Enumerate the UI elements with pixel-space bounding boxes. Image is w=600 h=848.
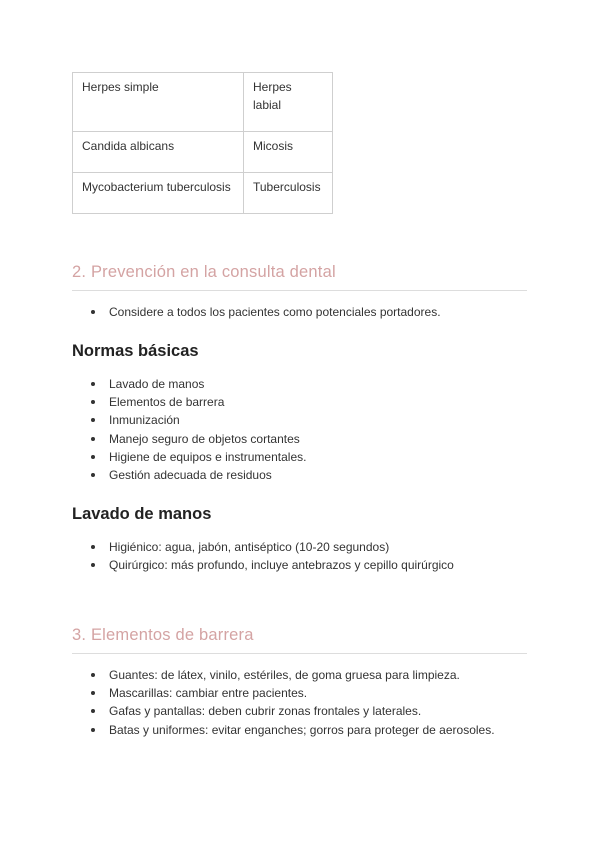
pathogen-table [72,72,333,214]
list-item [72,721,495,739]
normas-list [72,375,306,484]
disease-cell: Herpes labial [244,73,333,132]
list-item-text: Mascarillas: cambiar entre pacientes. [109,686,308,701]
list-item [72,684,495,702]
list-item-text: Manejo seguro de objetos cortantes [109,431,300,446]
list-item [72,448,306,466]
list-item [72,430,306,448]
bullet-icon [91,473,95,477]
bullet-icon [91,728,95,732]
list-item-text: Gestión adecuada de residuos [109,467,272,482]
list-item-text: Quirúrgico: más profundo, incluye antebrazos y cepillo quirúrgico [109,558,454,573]
bullet-icon [91,563,95,567]
bullet-icon [91,545,95,549]
bullet-icon [91,691,95,695]
list-item [72,466,306,484]
bullet-icon [91,382,95,386]
lavado-list [72,538,454,574]
list-item-text: Lavado de manos [109,377,205,391]
list-item [72,411,306,429]
list-item-text: Guantes: de látex, vinilo, estériles, de goma gruesa para limpieza. [109,668,460,682]
pathogen-cell: Candida albicans [73,132,244,173]
list-item [72,666,495,684]
disease-cell: Tuberculosis [244,173,333,214]
list-item-text: Considere a todos los pacientes como potenciales portadores. [109,305,441,319]
list-item [72,393,306,411]
list-item-text: Inmunización [109,413,180,428]
bullet-icon [91,418,95,422]
section-3-title: 3. Elementos de barrera [72,626,527,654]
section-3-list [72,666,495,739]
pathogen-cell: Herpes simple [73,73,244,132]
section-2-title: 2. Prevención en la consulta dental [72,263,527,291]
bullet-icon [91,673,95,677]
list-item [72,375,306,393]
table-row [73,73,333,132]
list-item [72,538,454,556]
list-item-text: Higiénico: agua, jabón, antiséptico (10-20 segundos) [109,540,390,554]
bullet-icon [91,400,95,404]
table-row [73,132,333,173]
list-item-text: Batas y uniformes: evitar enganches; gorros para proteger de aerosoles. [109,722,495,737]
list-item [72,556,454,574]
bullet-icon [91,455,95,459]
list-item [72,303,441,321]
list-item-text: Higiene de equipos e instrumentales. [109,449,307,464]
list-item-text: Gafas y pantallas: deben cubrir zonas frontales y laterales. [109,704,422,719]
section-2-list [72,303,441,321]
list-item [72,702,495,720]
bullet-icon [91,310,95,314]
disease-cell: Micosis [244,132,333,173]
bullet-icon [91,437,95,441]
table-row [73,173,333,214]
pathogen-cell: Mycobacterium tuberculosis [73,173,244,214]
lavado-heading: Lavado de manos [72,505,212,523]
list-item-text: Elementos de barrera [109,395,225,410]
normas-heading: Normas básicas [72,342,199,360]
bullet-icon [91,709,95,713]
